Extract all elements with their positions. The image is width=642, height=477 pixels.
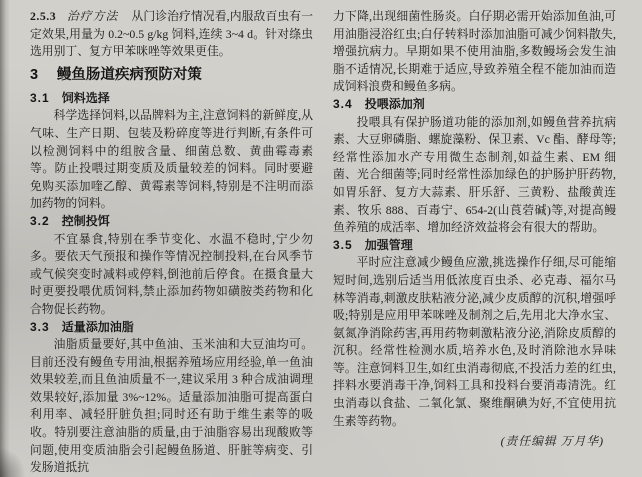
subsection-number-31: 3.1 [30,90,50,105]
subsection-number-34: 3.4 [333,96,353,111]
chapter-number: 3 [30,66,39,83]
left-column [30,8,313,477]
paragraph-management: 平时应注意减少鳗鱼应激,挑选操作仔细,尽可能缩短时间,选别后适当用低浓度百虫杀、必克毒、福尔马林等消毒,刺激皮肤粘液分泌,减少皮质醇的沉积,增强呼吸;特别是应用甲苯咪唑及制剂之后,先用北大净水宝、氨氮净消除药害,再用药物刺激粘液分泌,消除皮质醇的沉积。经常性检测水质,培养水色,及时消除池水异味等。注意饲料卫生,如红虫消毒彻底,不投活力差的红虫,拌料水要消毒干净,饲料工具和投料台要消毒清洗。红虫消毒以食盐、二氧化氯、聚维酮碘为好,不宜使用抗生素等药物。 [333,255,616,428]
subsection-title-31: 饲料选择 [61,90,110,105]
paragraph-feeding-control: 不宜暴食,特别在季节变化、水温不稳时,宁少勿多。要依天气预报和操作等情况控制投料,在台风季节或气候突变时减料或停料,倒池前后停食。在摄食量大时更要投喂优质饲料,禁止添加药物如磺胺类药物和化合物促长药物。 [30,231,313,316]
subsection-heading-35 [333,237,616,255]
subsection-number-35: 3.5 [333,237,353,252]
chapter-heading [30,66,313,85]
page-left-edge-shadow [0,0,10,477]
chapter-title: 鳗鱼肠道疾病预防对策 [56,66,202,83]
editor-credit: (责任编辑 万月华) [500,434,604,449]
subsection-heading-34 [333,96,616,114]
subsection-title-34: 投喂添加剂 [364,96,425,111]
paragraph-oil-addition-continued: 力下降,出现细菌性肠炎。白仔期必需开始添加鱼油,可用油脂浸浴红虫;白仔转料时添加油脂可减少饲料散失,增强抗病力。早期如果不使用油脂,多数鳗场会发生油脂不适情况,长期难于适应,导致养殖全程不能加油而造成饲料浪费和鳗鱼多病。 [333,9,616,94]
paragraph-oil-addition: 油脂质量要好,其中鱼油、玉米油和大豆油均可。目前还没有鳗鱼专用油,根据养殖场应用经验,单一鱼油效果较差,而且鱼油质量不一,建议采用 3 种合成油调理效果较好,添加量 3%~12%。适量添加油脂可提高蛋白利用率、减轻肝脏负担;同时还有助于维生素等的吸收。特别要注意油脂的质量,由于油脂容易出现酸败等问题,使用变质油脂会引起鳗鱼肠道、肝脏等病变、引发肠道抵抗 [30,337,313,475]
section-number-253: 2.5.3 [30,9,57,23]
subsection-number-32: 3.2 [30,213,50,228]
corner-smudge [0,447,26,477]
subsection-heading-32 [30,213,313,231]
subsection-title-32: 控制投饵 [61,213,110,228]
paragraph-treatment-method [30,8,313,61]
paragraph-feed-selection: 科学选择饲料,以品牌料为主,注意饲料的新鲜度,从气味、生产日期、包装及粉碎度等进行判断,有条件可以检测饲料中的组胺含量、细菌总数、黄曲霉毒素等。防止投喂过期变质及质量较差的饲料。同时要避免购买添加喹乙醇、黄霉素等饲料,特别是不注明而添加药物的饲料。 [30,108,313,211]
section-body-253: 从门诊治疗情况看,内服敌百虫有一定效果,用量为 0.2~0.5 g/kg 饲料,连续 3~4 d。针对绦虫选用别丁、复方甲苯咪唑等效果更佳。 [30,9,313,59]
subsection-number-33: 3.3 [30,319,50,334]
subsection-title-33: 适量添加油脂 [61,319,134,334]
right-column [333,8,616,451]
paragraph-additives: 投喂具有保护肠道功能的添加剂,如鳗鱼营养抗病素、大豆卵磷脂、螺旋藻粉、保卫素、Vc 酯、酵母等;经常性添加水产专用微生态制剂,如益生素、EM 细菌、光合细菌等;同时经常性添加绿色的护肠护肝药物,如胃乐舒、复方大蒜素、肝乐舒、三黄粉、盐酸黄连素、牧乐 888、百毒宁、654-2(山莨菪碱)等,对提高鳗鱼养殖的成活率、增加经济效益将会有很大的帮助。 [333,114,616,235]
subsection-heading-33 [30,319,313,337]
section-label-253: 治疗方法 [66,9,119,23]
subsection-title-35: 加强管理 [364,237,413,252]
subsection-heading-31 [30,90,313,108]
